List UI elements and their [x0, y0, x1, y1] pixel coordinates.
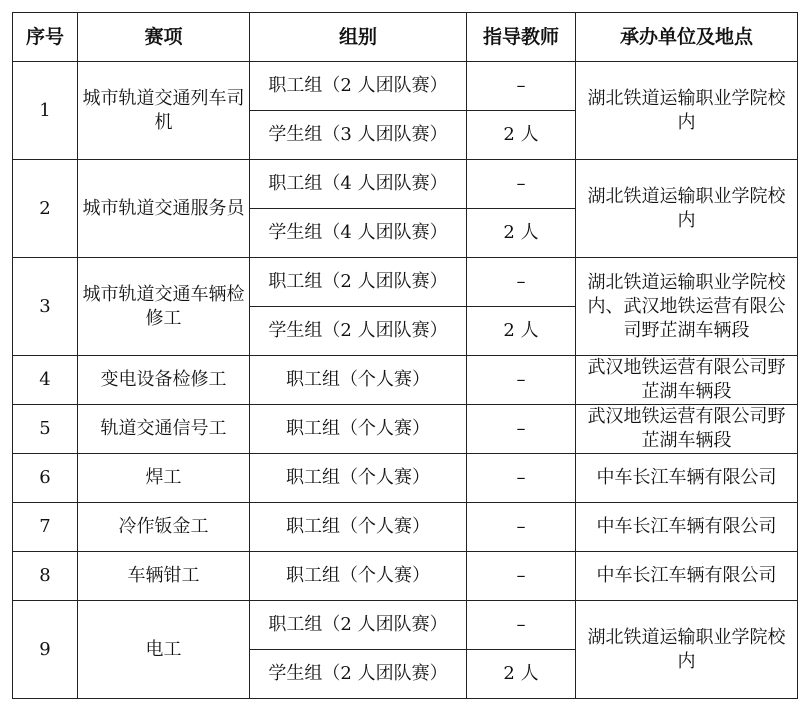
group-cell: 学生组（3 人团队赛）	[250, 111, 467, 160]
table-header-row	[13, 13, 798, 62]
event-name: 城市轨道交通列车司机	[78, 62, 250, 160]
competition-table	[12, 12, 798, 699]
header-no: 序号	[13, 13, 78, 62]
teacher-cell: –	[467, 552, 576, 601]
event-name: 电工	[78, 601, 250, 699]
group-cell: 职工组（个人赛）	[250, 503, 467, 552]
teacher-cell: –	[467, 258, 576, 307]
table-row	[13, 356, 798, 405]
table-row	[13, 601, 798, 650]
group-cell: 职工组（个人赛）	[250, 356, 467, 405]
header-group: 组别	[250, 13, 467, 62]
table-row	[13, 160, 798, 209]
teacher-cell: –	[467, 405, 576, 454]
event-name: 城市轨道交通服务员	[78, 160, 250, 258]
table-row	[13, 62, 798, 111]
row-number: 1	[13, 62, 78, 160]
venue-cell: 武汉地铁运营有限公司野芷湖车辆段	[576, 356, 798, 405]
teacher-cell: 2 人	[467, 209, 576, 258]
table-row	[13, 503, 798, 552]
venue-cell: 武汉地铁运营有限公司野芷湖车辆段	[576, 405, 798, 454]
group-cell: 职工组（4 人团队赛）	[250, 160, 467, 209]
teacher-cell: –	[467, 160, 576, 209]
teacher-cell: –	[467, 356, 576, 405]
teacher-cell: 2 人	[467, 650, 576, 699]
header-teacher: 指导教师	[467, 13, 576, 62]
row-number: 2	[13, 160, 78, 258]
group-cell: 职工组（个人赛）	[250, 454, 467, 503]
teacher-cell: –	[467, 454, 576, 503]
table-row	[13, 552, 798, 601]
row-number: 6	[13, 454, 78, 503]
row-number: 8	[13, 552, 78, 601]
teacher-cell: 2 人	[467, 307, 576, 356]
event-name: 变电设备检修工	[78, 356, 250, 405]
venue-cell: 中车长江车辆有限公司	[576, 454, 798, 503]
row-number: 7	[13, 503, 78, 552]
row-number: 4	[13, 356, 78, 405]
table-row	[13, 454, 798, 503]
venue-cell: 湖北铁道运输职业学院校内	[576, 160, 798, 258]
event-name: 焊工	[78, 454, 250, 503]
group-cell: 职工组（个人赛）	[250, 405, 467, 454]
table-row	[13, 405, 798, 454]
venue-cell: 湖北铁道运输职业学院校内、武汉地铁运营有限公司野芷湖车辆段	[576, 258, 798, 356]
group-cell: 职工组（2 人团队赛）	[250, 62, 467, 111]
teacher-cell: –	[467, 601, 576, 650]
event-name: 城市轨道交通车辆检修工	[78, 258, 250, 356]
venue-cell: 中车长江车辆有限公司	[576, 503, 798, 552]
event-name: 车辆钳工	[78, 552, 250, 601]
group-cell: 学生组（4 人团队赛）	[250, 209, 467, 258]
group-cell: 学生组（2 人团队赛）	[250, 307, 467, 356]
teacher-cell: –	[467, 503, 576, 552]
event-name: 轨道交通信号工	[78, 405, 250, 454]
group-cell: 学生组（2 人团队赛）	[250, 650, 467, 699]
row-number: 9	[13, 601, 78, 699]
venue-cell: 湖北铁道运输职业学院校内	[576, 601, 798, 699]
header-venue: 承办单位及地点	[576, 13, 798, 62]
event-name: 冷作钣金工	[78, 503, 250, 552]
group-cell: 职工组（2 人团队赛）	[250, 258, 467, 307]
teacher-cell: –	[467, 62, 576, 111]
venue-cell: 湖北铁道运输职业学院校内	[576, 62, 798, 160]
table-row	[13, 258, 798, 307]
venue-cell: 中车长江车辆有限公司	[576, 552, 798, 601]
group-cell: 职工组（2 人团队赛）	[250, 601, 467, 650]
row-number: 5	[13, 405, 78, 454]
row-number: 3	[13, 258, 78, 356]
header-event: 赛项	[78, 13, 250, 62]
group-cell: 职工组（个人赛）	[250, 552, 467, 601]
teacher-cell: 2 人	[467, 111, 576, 160]
